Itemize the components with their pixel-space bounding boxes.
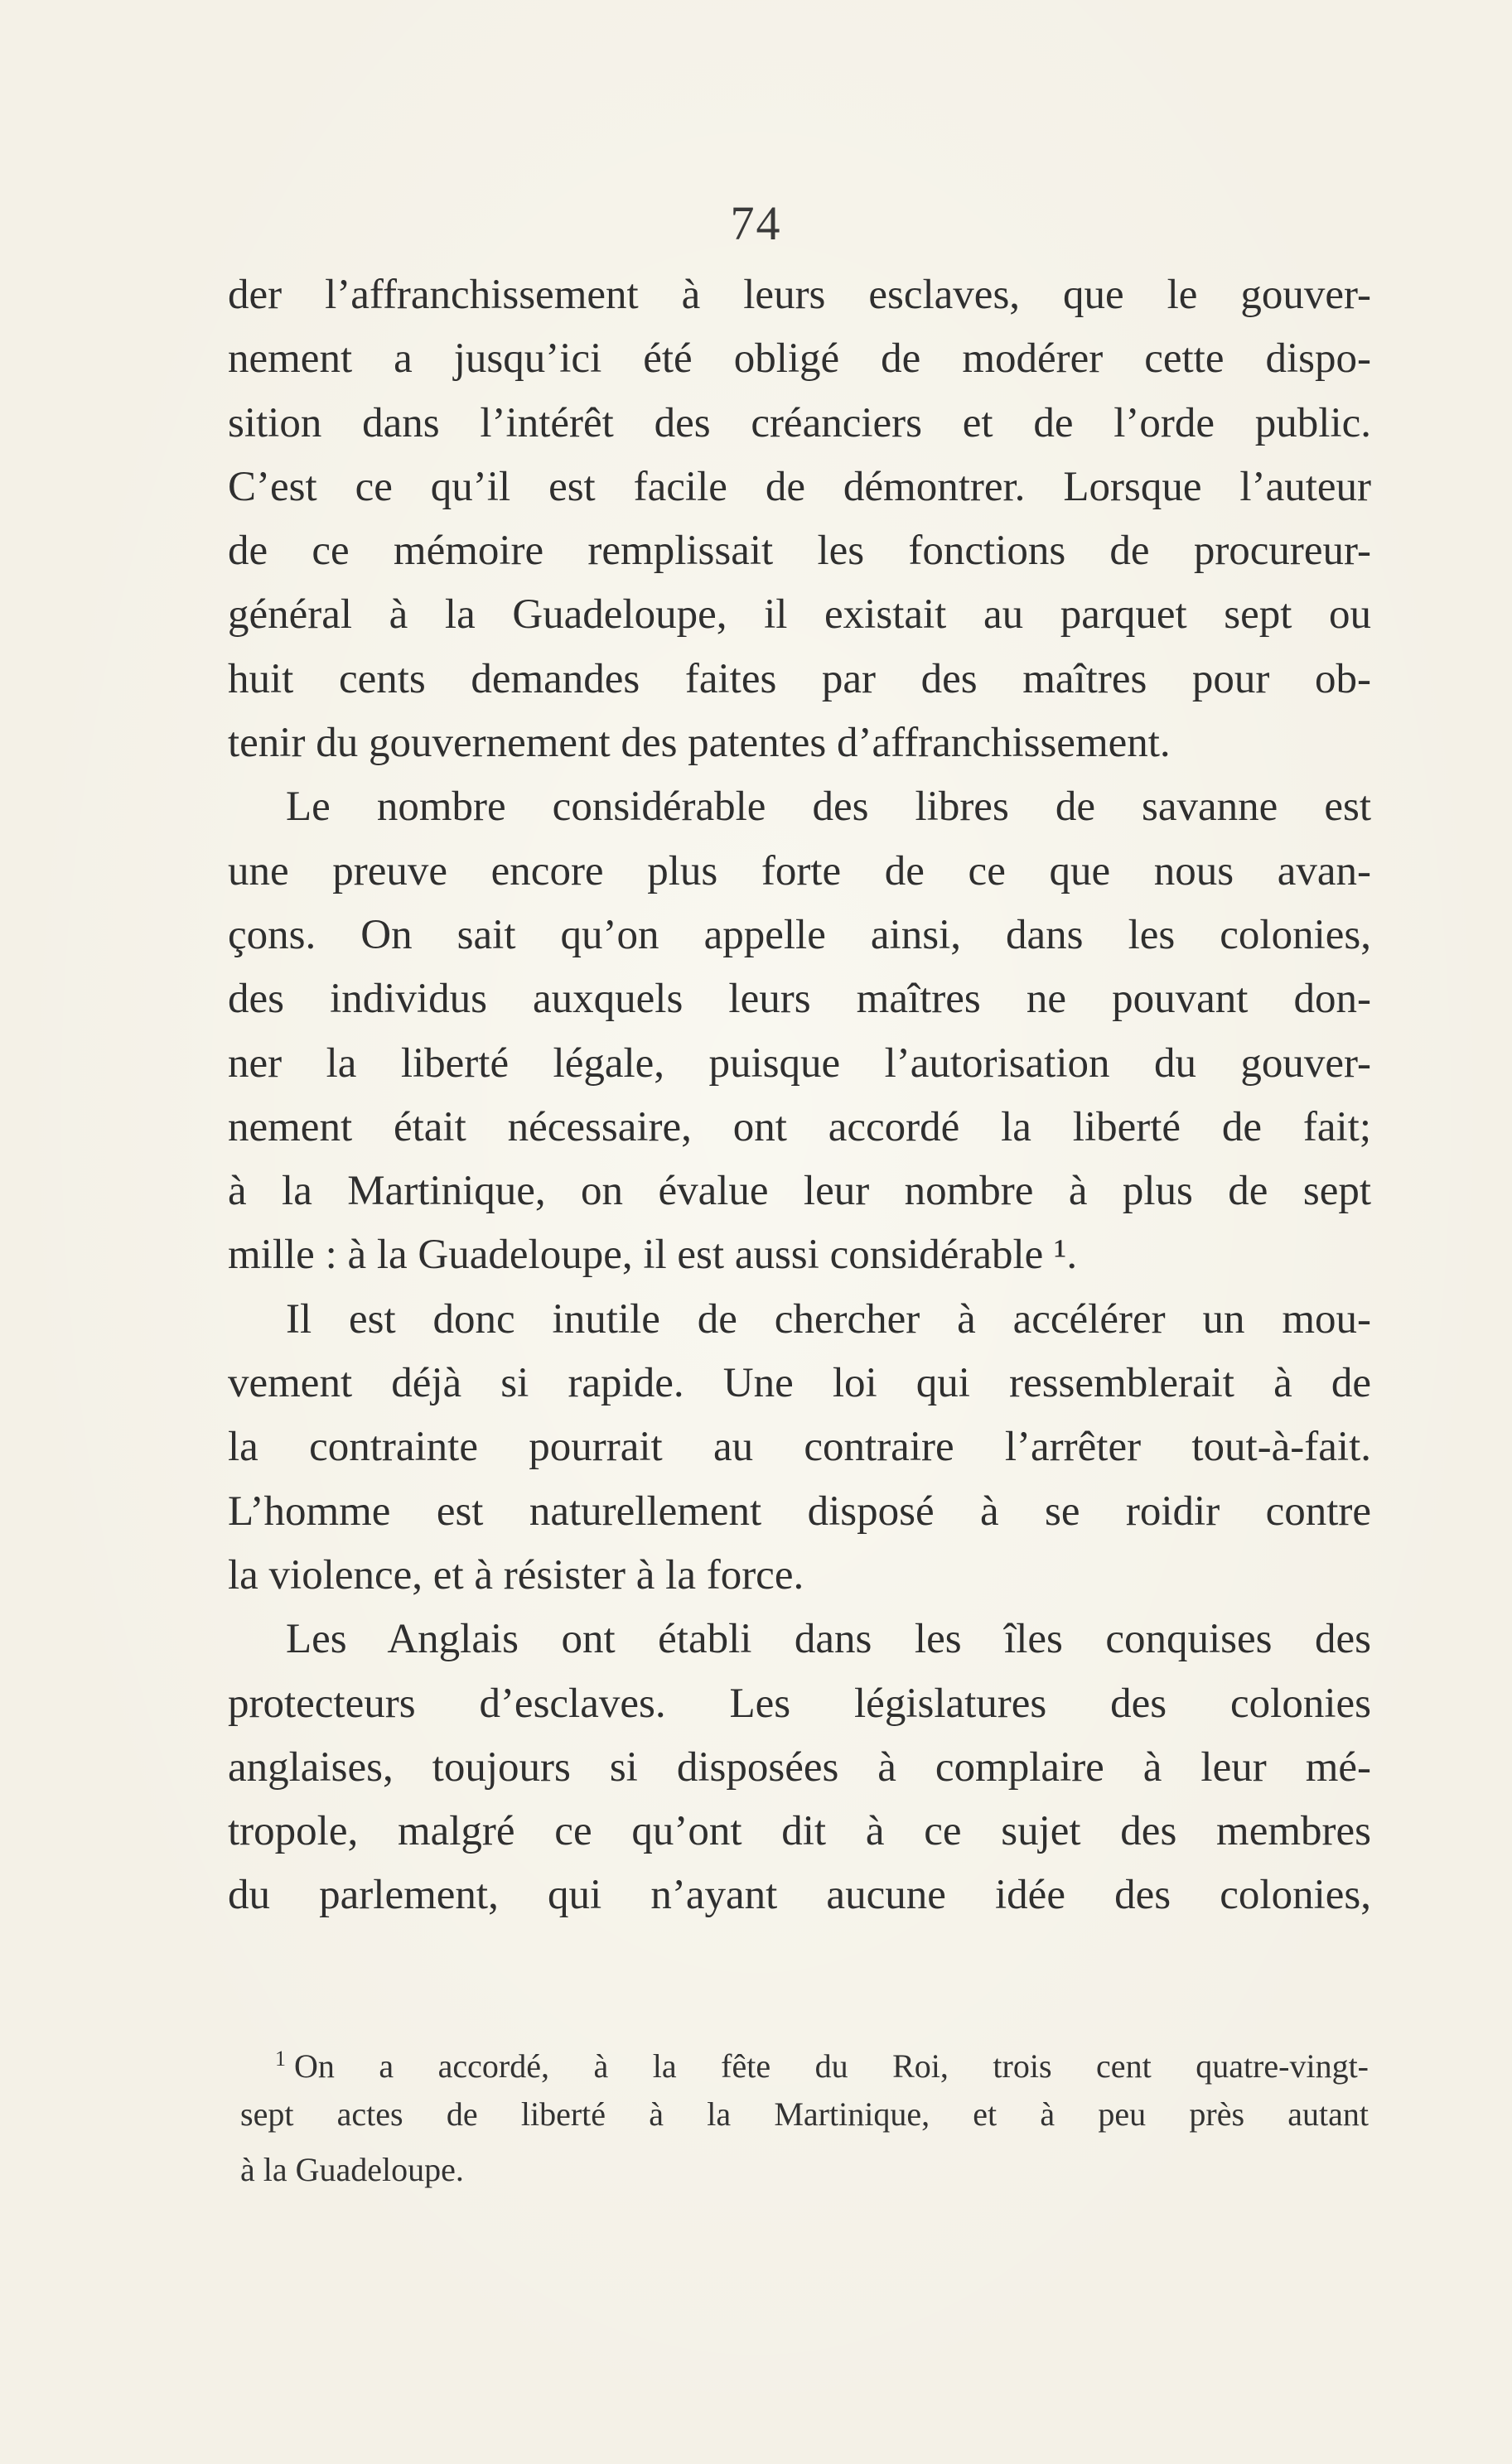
footnote-marker: 1 <box>275 2047 286 2071</box>
body-line: ner la liberté légale, puisque l’autorisation du gouver- <box>228 1039 1371 1087</box>
body-line: général à la Guadeloupe, il existait au parquet sept ou <box>228 591 1371 639</box>
footnote-line: à la Guadeloupe. <box>240 2151 464 2188</box>
body-line: Les Anglais ont établi dans les îles conquises des <box>286 1616 1371 1663</box>
body-line: Il est donc inutile de chercher à accélérer un mou- <box>286 1295 1371 1343</box>
body-line: des individus auxquels leurs maîtres ne pouvant don- <box>228 976 1371 1023</box>
footnote-line: sept actes de liberté à la Martinique, et à peu près autant <box>240 2095 1369 2133</box>
body-line: çons. On sait qu’on appelle ainsi, dans les colonies, <box>228 911 1371 958</box>
body-line: mille : à la Guadeloupe, il est aussi considérable ¹. <box>228 1232 1078 1279</box>
body-line: tropole, malgré ce qu’ont dit à ce sujet des membres <box>228 1808 1371 1855</box>
body-line: Le nombre considérable des libres de savanne est <box>286 784 1371 831</box>
body-line: L’homme est naturellement disposé à se roidir contre <box>228 1488 1371 1535</box>
body-text <box>228 263 1371 1928</box>
body-line: la violence, et à résister à la force. <box>228 1551 804 1598</box>
body-line: der l’affranchissement à leurs esclaves, que le gouver- <box>228 272 1371 318</box>
body-line: C’est ce qu’il est facile de démontrer. Lorsque l’auteur <box>228 463 1371 510</box>
body-line: anglaises, toujours si disposées à complaire à leur mé- <box>228 1743 1371 1791</box>
body-line: du parlement, qui n’ayant aucune idée des colonies, <box>228 1872 1371 1919</box>
footnote <box>240 2031 1369 2197</box>
body-line: sition dans l’intérêt des créanciers et de l’orde public. <box>228 399 1371 446</box>
body-line: une preuve encore plus forte de ce que nous avan- <box>228 847 1371 894</box>
body-line: huit cents demandes faites par des maîtres pour ob- <box>228 655 1371 702</box>
body-line: à la Martinique, on évalue leur nombre à plus de sept <box>228 1168 1371 1215</box>
body-line: la contrainte pourrait au contraire l’arrêter tout-à-fait. <box>228 1424 1371 1471</box>
footnote-line <box>240 2031 1369 2086</box>
body-line: nement a jusqu’ici été obligé de modérer cette dispo- <box>228 335 1371 383</box>
body-line: de ce mémoire remplissait les fonctions de procureur- <box>228 528 1371 575</box>
body-line: nement était nécessaire, ont accordé la liberté de fait; <box>228 1103 1371 1150</box>
page-number: 74 <box>730 196 782 250</box>
footnote-text: On a accordé, à la fête du Roi, trois cent quatre-vingt- <box>294 2047 1369 2085</box>
body-line: tenir du gouvernement des patentes d’affranchissement. <box>228 720 1171 767</box>
body-line: protecteurs d’esclaves. Les législatures des colonies <box>228 1680 1371 1727</box>
body-line: vement déjà si rapide. Une loi qui ressemblerait à de <box>228 1360 1371 1407</box>
